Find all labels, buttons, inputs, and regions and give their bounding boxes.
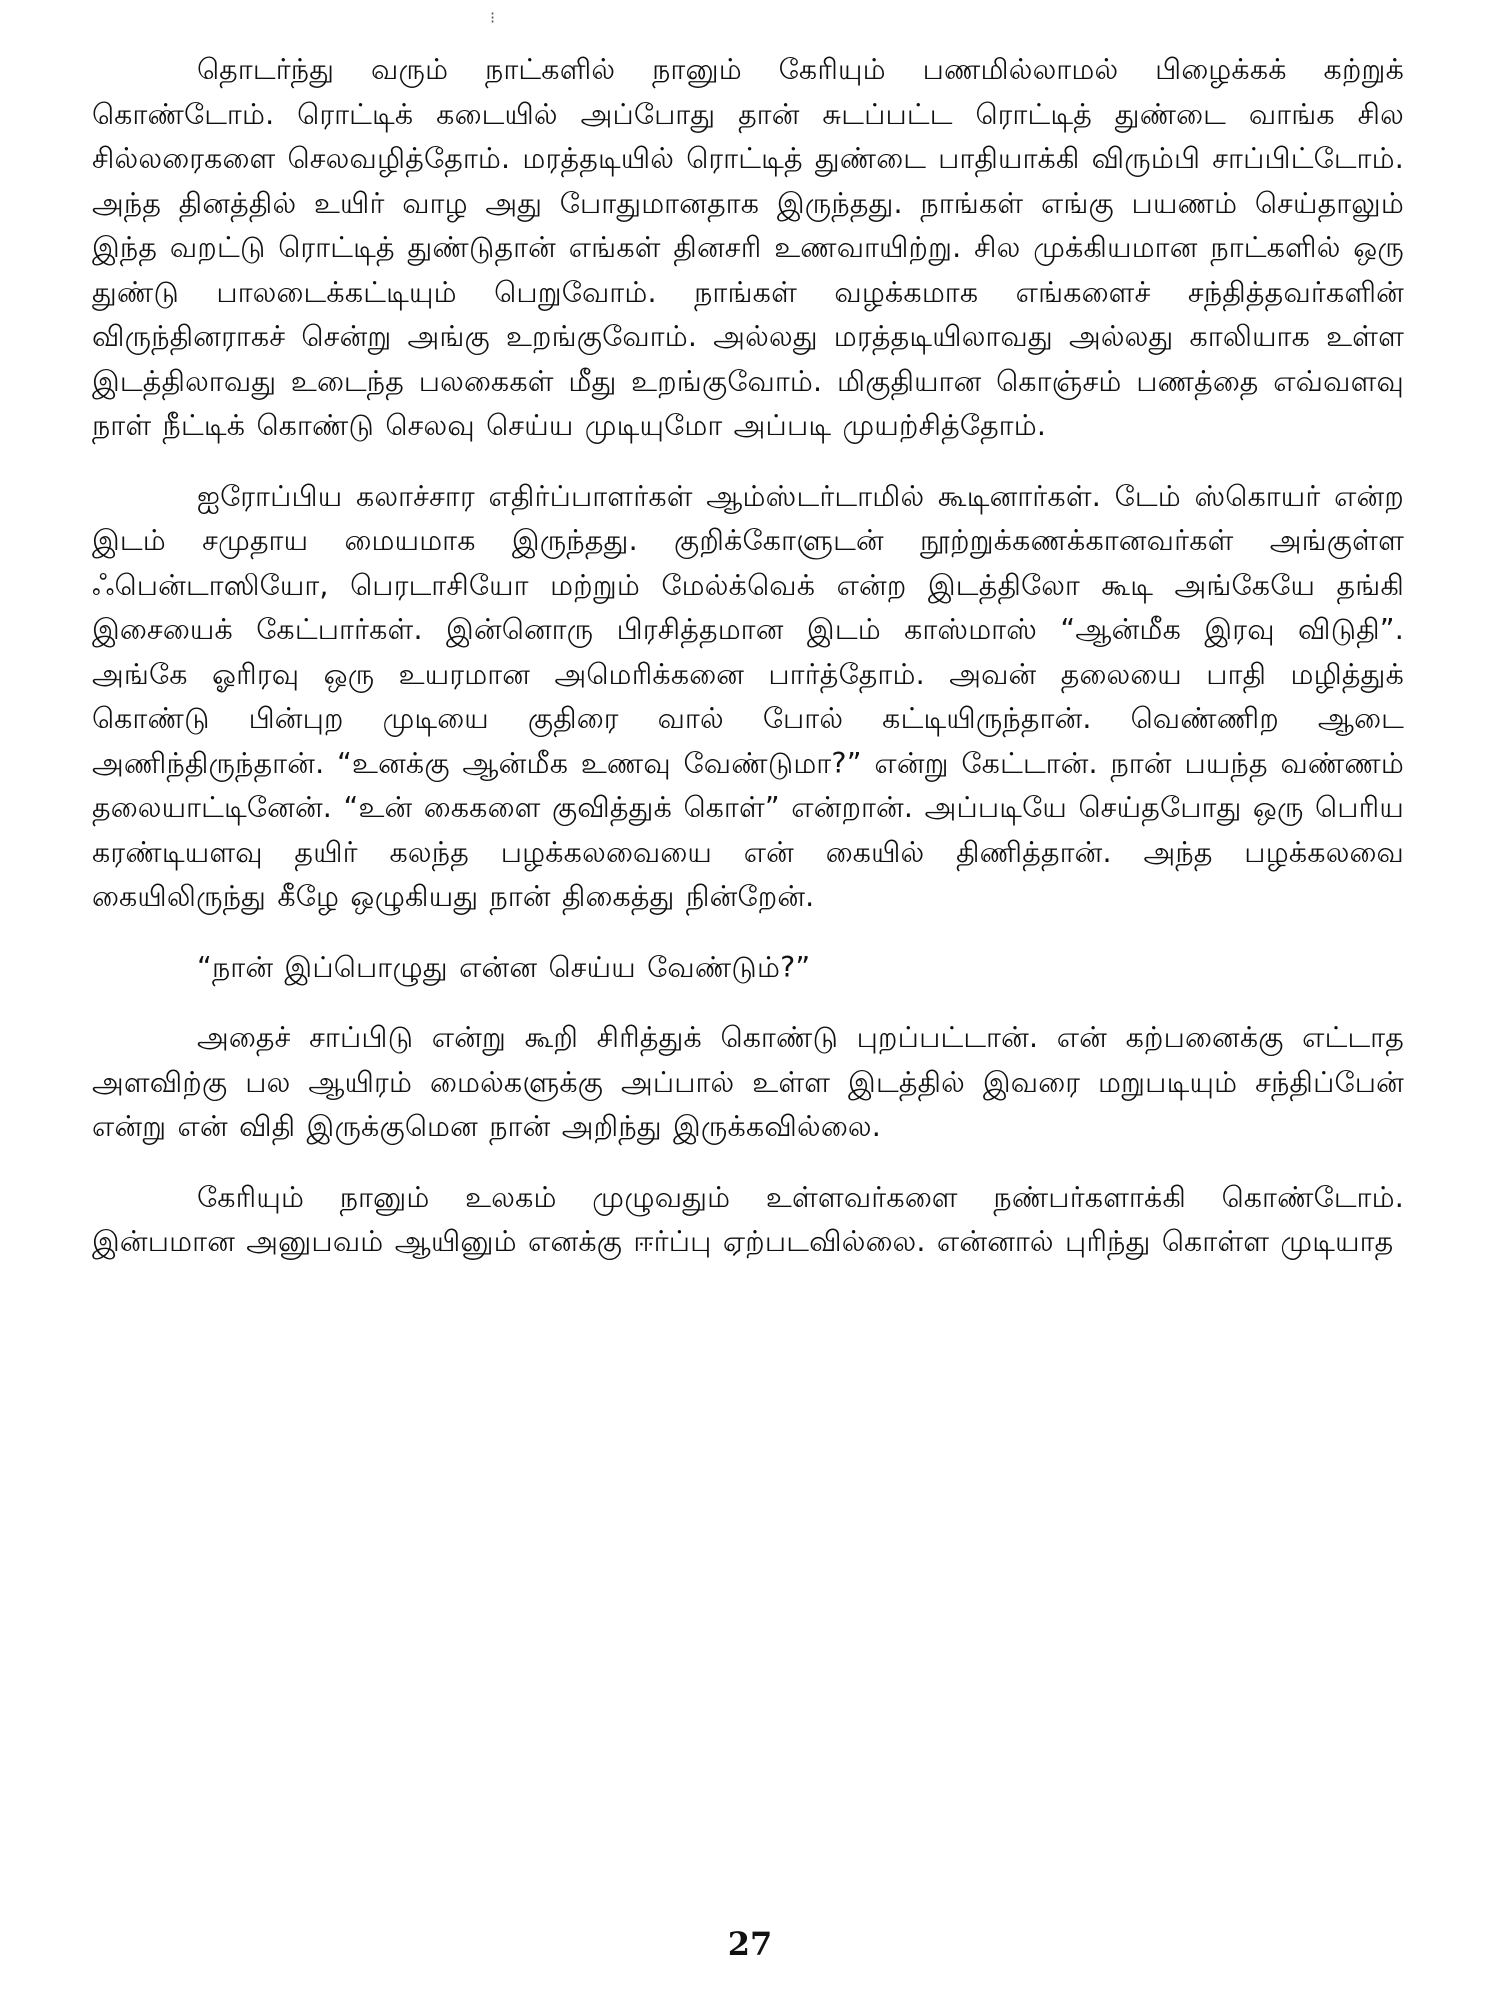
paragraph-1: தொடர்ந்து வரும் நாட்களில் நானும் கேரியும் பணமில்லாமல் பிழைக்கக் கற்றுக் கொண்டோம். ரொட்டிக் கடையில் அப்போது தான் சுடப்பட்ட ரொட்டித் துண்டை வாங்க சில சில்லரைகளை செலவழித்தோம். மரத்தடியில் ரொட்டித் துண்டை பாதியாக்கி விரும்பி சாப்பிட்டோம். அந்த தினத்தில் உயிர் வாழ அது போதுமானதாக இருந்தது. நாங்கள் எங்கு பயணம் செய்தாலும் இந்த வறட்டு ரொட்டித் துண்டுதான் எங்கள் தினசரி உணவாயிற்று. சில முக்கியமான நாட்களில் ஒரு துண்டு பாலடைக்கட்டியும் பெறுவோம். நாங்கள் வழக்கமாக எங்களைச் சந்தித்தவர்களின் விருந்தினராகச் சென்று அங்கு உறங்குவோம். அல்லது மரத்தடியிலாவது அல்லது காலியாக உள்ள இடத்திலாவது உடைந்த பலகைகள் மீது உறங்குவோம். மிகுதியான கொஞ்சம் பணத்தை எவ்வளவு நாள் நீட்டிக் கொண்டு செலவு செய்ய முடியுமோ அப்படி முயற்சித்தோம். bbox=[92, 53, 1404, 442]
body-text bbox=[92, 48, 1404, 1265]
paragraph-5: கேரியும் நானும் உலகம் முழுவதும் உள்ளவர்களை நண்பர்களாக்கி கொண்டோம். இன்பமான அனுபவம் ஆயினும் எனக்கு ஈர்ப்பு ஏற்படவில்லை. என்னால் புரிந்து கொள்ள முடியாத bbox=[92, 1180, 1404, 1258]
paragraph-3-quote: “நான் இப்பொழுது என்ன செய்ய வேண்டும்?” bbox=[197, 950, 811, 984]
paragraph-2: ஐரோப்பிய கலாச்சார எதிர்ப்பாளர்கள் ஆம்ஸ்டர்டாமில் கூடினார்கள். டேம் ஸ்கொயர் என்ற இடம் சமுதாய மையமாக இருந்தது. குறிக்கோளுடன் நூற்றுக்கணக்கானவர்கள் அங்குள்ள ஃபென்டாஸியோ, பெரடாசியோ மற்றும் மேல்க்வெக் என்ற இடத்திலோ கூடி அங்கேயே தங்கி இசையைக் கேட்பார்கள். இன்னொரு பிரசித்தமான இடம் காஸ்மாஸ் “ஆன்மீக இரவு விடுதி”. அங்கே ஓரிரவு ஒரு உயரமான அமெரிக்கனை பார்த்தோம். அவன் தலையை பாதி மழித்துக் கொண்டு பின்புற முடியை குதிரை வால் போல் கட்டியிருந்தான். வெண்ணிற ஆடை அணிந்திருந்தான். “உனக்கு ஆன்மீக உணவு வேண்டுமா?” என்று கேட்டான். நான் பயந்த வண்ணம் தலையாட்டினேன். “உன் கைகளை குவித்துக் கொள்” என்றான். அப்படியே செய்தபோது ஒரு பெரிய கரண்டியளவு தயிர் கலந்த பழக்கலவையை என் கையில் திணித்தான். அந்த பழக்கலவை கையிலிருந்து கீழே ஒழுகியது நான் திகைத்து நின்றேன். bbox=[92, 479, 1404, 913]
paragraph-4: அதைச் சாப்பிடு என்று கூறி சிரித்துக் கொண்டு புறப்பட்டான். என் கற்பனைக்கு எட்டாத அளவிற்கு பல ஆயிரம் மைல்களுக்கு அப்பால் உள்ள இடத்தில் இவரை மறுபடியும் சந்திப்பேன் என்று என் விதி இருக்குமென நான் அறிந்து இருக்கவில்லை. bbox=[92, 1021, 1404, 1143]
page-number: 27 bbox=[727, 1925, 773, 1963]
scan-speck: ⁝ bbox=[490, 8, 496, 27]
